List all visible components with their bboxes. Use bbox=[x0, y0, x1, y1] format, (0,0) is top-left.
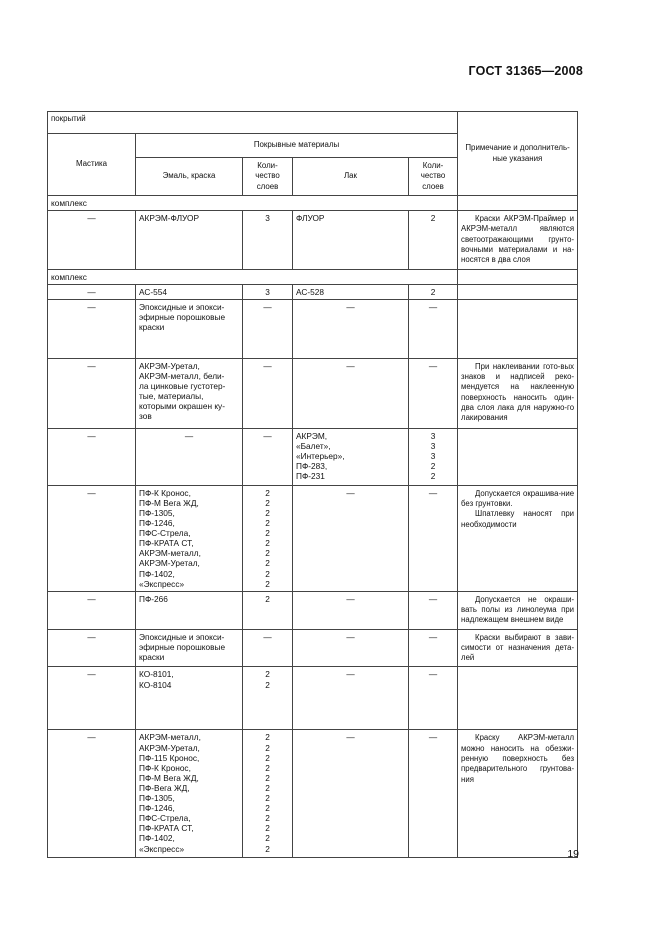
lacquer-layers-cell-line: — bbox=[428, 301, 438, 312]
lacquer-layers-cell bbox=[409, 299, 458, 358]
enamel-cell-line: «Экспресс» bbox=[139, 843, 185, 854]
enamel-cell-line: ПФ-М Вега ЖД, bbox=[139, 497, 199, 508]
note-paragraph: Краски выбирают в зави-симости от назначения дета-лей bbox=[461, 632, 575, 663]
enamel-layers-cell bbox=[243, 485, 293, 591]
lacquer-layers-cell bbox=[409, 667, 458, 730]
enamel-cell bbox=[136, 629, 243, 667]
lacquer-cell-line: «Интерьер», bbox=[296, 450, 345, 461]
table-row bbox=[48, 485, 578, 591]
section-label-cell bbox=[48, 269, 458, 284]
note-paragraph: При наклеивании гото-вых знаков и надписей реко-мендуется на наклеенную поверхность наносить один-два слоя лака для наружно-го лакирования bbox=[461, 361, 575, 423]
lacquer-cell-line: «Балет», bbox=[296, 440, 331, 451]
enamel-layers-cell bbox=[243, 667, 293, 730]
enamel-layers-cell-line: — bbox=[263, 301, 272, 312]
enamel-cell-line: ПФ-Вега ЖД, bbox=[139, 782, 190, 793]
lacquer-cell-line: АКРЭМ, bbox=[296, 430, 328, 441]
enamel-cell-line: эфирные порошковые bbox=[139, 641, 226, 652]
lacquer-cell bbox=[293, 428, 409, 485]
lacquer-layers-cell-line: 3 bbox=[430, 430, 436, 441]
enamel-cell-line: Эпоксидные и эпокси- bbox=[139, 301, 225, 312]
enamel-cell-line: ПФ-М Вега ЖД, bbox=[139, 772, 199, 783]
lacquer-cell-line: ПФ-231 bbox=[296, 471, 325, 482]
enamel-layers-cell-line: 2 bbox=[265, 518, 270, 529]
enamel-cell-line: ПФ-КРАТА СТ, bbox=[139, 823, 194, 834]
group-label-cell bbox=[48, 112, 458, 134]
enamel-cell bbox=[136, 591, 243, 629]
enamel-layers-cell-line: 2 bbox=[265, 813, 270, 824]
mastika-header: Мастика bbox=[48, 134, 136, 196]
enamel-layers-cell-line: 3 bbox=[265, 286, 270, 297]
lacquer-cell-line: — bbox=[346, 669, 355, 680]
enamel-cell-line: КО-8104 bbox=[139, 679, 172, 690]
enamel-layers-cell bbox=[243, 629, 293, 667]
enamel-cell-line: АКРЭМ-Уретал, bbox=[139, 558, 200, 569]
lacquer-cell-line: — bbox=[346, 593, 355, 604]
lacquer-layers-cell bbox=[409, 358, 458, 428]
enamel-cell-line: АКРЭМ-металл, bbox=[139, 548, 201, 559]
enamel-cell-line: зов bbox=[139, 411, 152, 422]
lacquer-layers-cell-line: — bbox=[428, 669, 438, 680]
enamel-layers-cell-line: 2 bbox=[265, 843, 270, 854]
lacquer-layers-cell-line: — bbox=[428, 487, 438, 498]
table-row bbox=[48, 358, 578, 428]
lacquer-cell-line: АС-528 bbox=[296, 286, 324, 297]
enamel-cell bbox=[136, 485, 243, 591]
enamel-layers-cell-line: 2 bbox=[265, 833, 270, 844]
layers-header-2: Коли- чество слоев bbox=[409, 158, 458, 196]
enamel-layers-cell bbox=[243, 428, 293, 485]
lacquer-cell-line: — bbox=[346, 732, 355, 743]
lacquer-layers-cell bbox=[409, 485, 458, 591]
lacquer-cell-line: ФЛУОР bbox=[296, 213, 325, 224]
lacquer-cell-line: — bbox=[346, 301, 355, 312]
enamel-cell bbox=[136, 730, 243, 858]
enamel-layers-cell-line: 2 bbox=[265, 669, 270, 680]
enamel-cell-line: краски bbox=[139, 651, 165, 662]
table-row bbox=[48, 667, 578, 730]
lacquer-layers-cell-line: 3 bbox=[430, 450, 436, 461]
note-cell bbox=[458, 730, 578, 858]
lacquer-layers-cell bbox=[409, 428, 458, 485]
note-cell bbox=[458, 485, 578, 591]
section-note-cell bbox=[458, 196, 578, 211]
mastika-cell: — bbox=[48, 428, 136, 485]
group-label: покрытий bbox=[51, 114, 86, 123]
enamel-layers-cell-line: — bbox=[263, 631, 272, 642]
lacquer-layers-cell bbox=[409, 211, 458, 269]
enamel-layers-cell-line: 2 bbox=[265, 752, 270, 763]
lacquer-layers-cell-line: — bbox=[428, 360, 438, 371]
enamel-cell-line: которыми окрашен ку- bbox=[139, 401, 225, 412]
enamel-layers-cell bbox=[243, 358, 293, 428]
enamel-layers-cell-line: 2 bbox=[265, 528, 270, 539]
lacquer-layers-cell-line: — bbox=[428, 732, 438, 743]
mastika-cell: — bbox=[48, 299, 136, 358]
table-row bbox=[48, 629, 578, 667]
section-row bbox=[48, 196, 578, 211]
enamel-layers-cell bbox=[243, 211, 293, 269]
note-cell bbox=[458, 211, 578, 269]
table-row bbox=[48, 428, 578, 485]
lacquer-layers-cell-line: 2 bbox=[430, 213, 436, 224]
lacquer-layers-cell-line: 2 bbox=[430, 286, 436, 297]
enamel-cell-line: АКРЭМ-Уретал, bbox=[139, 742, 200, 753]
enamel-cell bbox=[136, 358, 243, 428]
mastika-cell: — bbox=[48, 358, 136, 428]
mastika-cell: — bbox=[48, 211, 136, 269]
table-row bbox=[48, 211, 578, 269]
lacquer-cell bbox=[293, 211, 409, 269]
enamel-cell-line: ПФ-КРАТА СТ, bbox=[139, 538, 194, 549]
enamel-cell-line: ПФ-1305, bbox=[139, 507, 175, 518]
lacquer-cell bbox=[293, 629, 409, 667]
document-code: ГОСТ 31365—2008 bbox=[468, 64, 583, 78]
lacquer-layers-cell bbox=[409, 591, 458, 629]
section-label-cell bbox=[48, 196, 458, 211]
note-cell bbox=[458, 428, 578, 485]
enamel-cell-line: ПФ-1246, bbox=[139, 803, 175, 814]
enamel-layers-cell-line: 2 bbox=[265, 507, 270, 518]
lacquer-layers-cell-line: 2 bbox=[430, 471, 436, 482]
enamel-cell-line: ПФ-266 bbox=[139, 593, 168, 604]
enamel-cell-line: АС-554 bbox=[139, 286, 167, 297]
enamel-cell-line: ПФ-К Кронос, bbox=[139, 762, 191, 773]
lacquer-layers-cell-line: — bbox=[428, 593, 438, 604]
enamel-layers-cell bbox=[243, 299, 293, 358]
section-label: комплекс bbox=[51, 198, 87, 208]
section-row bbox=[48, 269, 578, 284]
page-number: 19 bbox=[567, 848, 579, 860]
note-cell bbox=[458, 299, 578, 358]
enamel-cell-line: ПФС-Стрела, bbox=[139, 813, 191, 824]
coatings-table-wrap bbox=[47, 111, 577, 858]
note-paragraph: Краску АКРЭМ-металл можно наносить на обезжи-ренную поверхность без предварительного грунтова-ния bbox=[461, 733, 575, 784]
layers-header: Коли- чество слоев bbox=[243, 158, 293, 196]
enamel-cell-line: АКРЭМ-Уретал, bbox=[139, 360, 200, 371]
section-note-cell bbox=[458, 269, 578, 284]
lacquer-layers-cell bbox=[409, 629, 458, 667]
mastika-cell: — bbox=[48, 284, 136, 299]
mastika-cell: — bbox=[48, 485, 136, 591]
lacquer-layers-cell-line: — bbox=[428, 631, 438, 642]
enamel-layers-cell-line: 3 bbox=[265, 213, 270, 224]
notes-header: Примечание и дополнитель- ные указания bbox=[458, 112, 578, 196]
enamel-layers-cell-line: 2 bbox=[265, 558, 270, 569]
enamel-cell-line: ПФ-1402, bbox=[139, 568, 175, 579]
lacquer-layers-cell-line: 3 bbox=[430, 440, 436, 451]
lacquer-cell-line: ПФ-283, bbox=[296, 461, 328, 472]
lacquer-header: Лак bbox=[293, 158, 409, 196]
enamel-layers-cell-line: — bbox=[263, 360, 272, 371]
mastika-cell: — bbox=[48, 667, 136, 730]
enamel-layers-cell-line: 2 bbox=[265, 497, 270, 508]
enamel-cell bbox=[136, 667, 243, 730]
table-body bbox=[48, 196, 578, 858]
note-cell bbox=[458, 591, 578, 629]
enamel-cell bbox=[136, 428, 243, 485]
section-label: комплекс bbox=[51, 271, 87, 282]
note-paragraph: Шпатлевку наносят при необходимости bbox=[461, 509, 575, 529]
enamel-cell-line: АКРЭМ-металл, bbox=[139, 732, 201, 743]
enamel-cell-line: краски bbox=[139, 321, 165, 332]
table-row bbox=[48, 299, 578, 358]
enamel-layers-cell-line: 2 bbox=[265, 538, 270, 549]
enamel-cell-line: АКРЭМ-ФЛУОР bbox=[139, 213, 199, 224]
note-cell bbox=[458, 284, 578, 299]
enamel-layers-cell-line: 2 bbox=[265, 782, 270, 793]
enamel-layers-cell-line: 2 bbox=[265, 762, 270, 773]
coating-materials-header: Покрывные материалы bbox=[136, 134, 458, 158]
enamel-layers-cell-line: 2 bbox=[265, 793, 270, 804]
enamel-cell bbox=[136, 299, 243, 358]
enamel-layers-cell-line: 2 bbox=[265, 742, 270, 753]
enamel-cell-line: эфирные порошковые bbox=[139, 311, 226, 322]
lacquer-layers-cell bbox=[409, 284, 458, 299]
enamel-layers-cell-line: 2 bbox=[265, 772, 270, 783]
mastika-cell: — bbox=[48, 629, 136, 667]
lacquer-layers-cell bbox=[409, 730, 458, 858]
enamel-cell-line: тые, материалы, bbox=[139, 391, 204, 402]
lacquer-cell bbox=[293, 284, 409, 299]
coatings-table bbox=[47, 111, 578, 858]
mastika-cell: — bbox=[48, 730, 136, 858]
enamel-layers-cell-line: 2 bbox=[265, 568, 270, 579]
enamel-layers-cell-line: 2 bbox=[265, 548, 270, 559]
note-paragraph: Краски АКРЭМ-Праймер и АКРЭМ-металл являются светоотражающими грунто-вочными материалами и на-носятся в два слоя bbox=[461, 214, 575, 265]
enamel-layers-cell bbox=[243, 284, 293, 299]
enamel-cell-line: «Экспресс» bbox=[139, 578, 185, 589]
note-paragraph: Допускается окрашива-ние без грунтовки. bbox=[461, 488, 575, 509]
enamel-layers-cell-line: 2 bbox=[265, 593, 270, 604]
lacquer-cell bbox=[293, 485, 409, 591]
enamel-cell-line: ПФ-1246, bbox=[139, 518, 175, 529]
lacquer-cell-line: — bbox=[346, 631, 355, 642]
enamel-cell-line: ла цинковые густотер- bbox=[139, 380, 226, 391]
enamel-layers-cell-line: 2 bbox=[265, 732, 270, 743]
note-cell bbox=[458, 667, 578, 730]
enamel-cell-line: — bbox=[184, 430, 194, 441]
lacquer-cell-line: — bbox=[346, 360, 355, 371]
lacquer-cell-line: — bbox=[346, 487, 355, 498]
note-cell bbox=[458, 629, 578, 667]
enamel-cell-line: ПФ-1305, bbox=[139, 793, 175, 804]
enamel-cell-line: Эпоксидные и эпокси- bbox=[139, 631, 225, 642]
table-row bbox=[48, 284, 578, 299]
enamel-cell-line: КО-8101, bbox=[139, 669, 174, 680]
enamel-layers-cell-line: 2 bbox=[265, 679, 270, 690]
enamel-cell-line: АКРЭМ-металл, бели- bbox=[139, 370, 225, 381]
enamel-header: Эмаль, краска bbox=[136, 158, 243, 196]
enamel-layers-cell bbox=[243, 591, 293, 629]
enamel-cell-line: ПФ-1402, bbox=[139, 833, 175, 844]
enamel-layers-cell bbox=[243, 730, 293, 858]
enamel-layers-cell-line: 2 bbox=[265, 803, 270, 814]
lacquer-cell bbox=[293, 730, 409, 858]
enamel-cell bbox=[136, 211, 243, 269]
lacquer-cell bbox=[293, 591, 409, 629]
lacquer-cell bbox=[293, 667, 409, 730]
enamel-layers-cell-line: — bbox=[263, 430, 272, 441]
enamel-layers-cell-line: 2 bbox=[265, 823, 270, 834]
lacquer-cell bbox=[293, 299, 409, 358]
note-cell bbox=[458, 358, 578, 428]
table-row bbox=[48, 730, 578, 858]
enamel-cell-line: ПФС-Стрела, bbox=[139, 528, 191, 539]
mastika-cell: — bbox=[48, 591, 136, 629]
enamel-cell-line: ПФ-К Кронос, bbox=[139, 487, 191, 498]
enamel-cell-line: ПФ-115 Кронос, bbox=[139, 752, 200, 763]
enamel-layers-cell-line: 2 bbox=[265, 578, 270, 589]
lacquer-layers-cell-line: 2 bbox=[430, 461, 436, 472]
enamel-layers-cell-line: 2 bbox=[265, 487, 270, 498]
note-paragraph: Допускается не окраши-вать полы из линолеума при надлежащем внешнем виде bbox=[461, 594, 575, 625]
table-row bbox=[48, 591, 578, 629]
enamel-cell bbox=[136, 284, 243, 299]
lacquer-cell bbox=[293, 358, 409, 428]
